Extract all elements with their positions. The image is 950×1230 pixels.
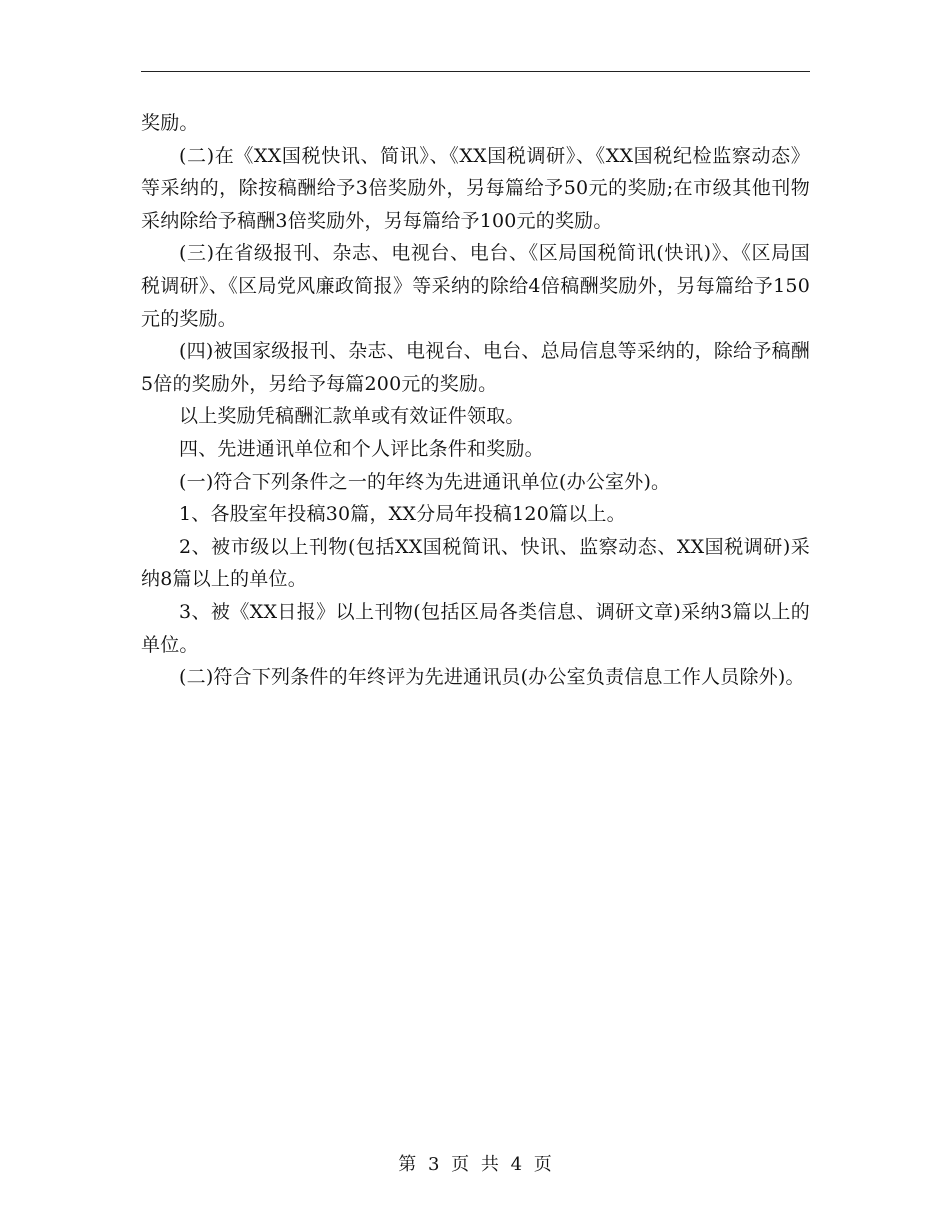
- list-item-criteria-3: 3、被《XX日报》以上刊物(包括区局各类信息、调研文章)采纳3篇以上的单位。: [141, 600, 810, 656]
- paragraph-individual-criteria: (二)符合下列条件的年终评为先进通讯员(办公室负责信息工作人员除外)。: [179, 666, 805, 689]
- paragraph-reward-3: (三)在省级报刊、杂志、电视台、电台、《区局国税简讯(快讯)》、《区局国税调研》、《区局党风廉政简报》等采纳的除给4倍稿酬奖励外，另每篇给予150元的奖励。: [141, 242, 810, 330]
- page-number-footer: 第 3 页 共 4 页: [398, 1154, 552, 1175]
- paragraph-continuation: 奖励。: [141, 112, 199, 134]
- paragraph-reward-collection: 以上奖励凭稿酬汇款单或有效证件领取。: [179, 405, 525, 428]
- paragraph-reward-4: (四)被国家级报刊、杂志、电视台、电台、总局信息等采纳的，除给予稿酬5倍的奖励外，另给予每篇200元的奖励。: [141, 340, 810, 395]
- list-item-criteria-2: 2、被市级以上刊物(包括XX国税简讯、快讯、监察动态、XX国税调研)采纳8篇以上的单位。: [141, 535, 810, 591]
- document-body: [141, 107, 810, 694]
- paragraph-unit-criteria: (一)符合下列条件之一的年终为先进通讯单位(办公室外)。: [179, 470, 671, 493]
- list-item-criteria-1: 1、各股室年投稿30篇，XX分局年投稿120篇以上。: [179, 503, 626, 526]
- header-rule: [141, 71, 810, 72]
- paragraph-reward-2: (二)在《XX国税快讯、简讯》、《XX国税调研》、《XX国税纪检监察动态》等采纳的，除按稿酬给予3倍奖励外，另每篇给予50元的奖励;在市级其他刊物采纳除给予稿酬3倍奖励外，另每篇给予100元的奖励。: [141, 144, 810, 232]
- section-heading-4: 四、先进通讯单位和个人评比条件和奖励。: [179, 437, 544, 460]
